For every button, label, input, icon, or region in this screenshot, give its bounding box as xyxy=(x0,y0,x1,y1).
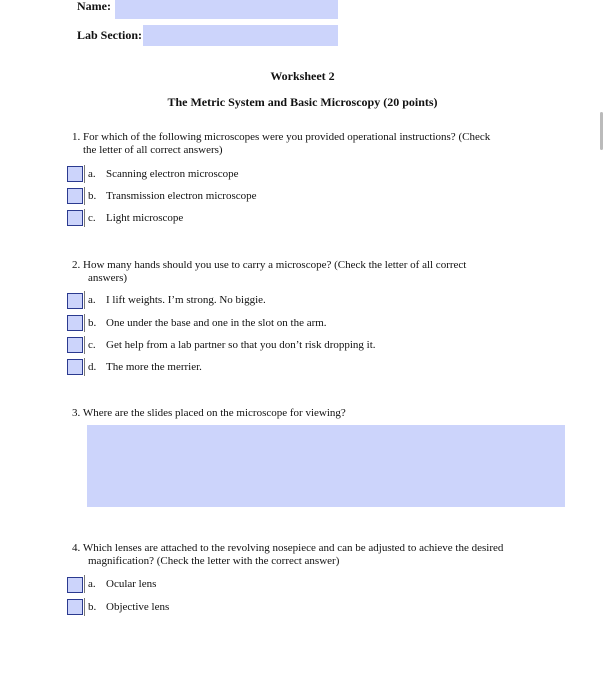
lab-section-label: Lab Section: xyxy=(77,28,143,42)
question-4-number: 4. xyxy=(72,542,81,554)
worksheet-subtitle: The Metric System and Basic Microscopy (20 points) xyxy=(167,95,438,109)
checkbox-q2-c[interactable] xyxy=(67,337,83,353)
checkbox-q4-a[interactable] xyxy=(67,577,83,593)
question-1-line1: For which of the following microscopes were you provided operational instructions? (Check xyxy=(83,131,491,143)
option-q1-c: c. Light microscope xyxy=(84,209,183,227)
question-2-line2: answers) xyxy=(88,272,128,284)
checkbox-q2-d[interactable] xyxy=(67,359,83,375)
option-q2-c-text: Get help from a lab partner so that you don’t risk dropping it. xyxy=(106,339,376,351)
question-3-line1: Where are the slides placed on the microscope for viewing? xyxy=(82,407,346,419)
question-2 xyxy=(72,259,542,285)
worksheet-title: Worksheet 2 xyxy=(270,69,335,83)
question-3-number: 3. xyxy=(72,407,81,419)
question-4-line2: magnification? (Check the letter with the correct answer) xyxy=(88,555,340,567)
option-q4-a-text: Ocular lens xyxy=(106,578,157,590)
question-1 xyxy=(72,131,542,157)
option-q1-c-text: Light microscope xyxy=(106,212,184,224)
option-q1-a-text: Scanning electron microscope xyxy=(106,168,239,180)
option-q1-b: b. Transmission electron microscope xyxy=(84,187,257,205)
option-q4-b-text: Objective lens xyxy=(106,601,170,613)
question-4 xyxy=(72,542,552,568)
option-q2-b: b. One under the base and one in the slot on the arm. xyxy=(84,314,327,332)
checkbox-q1-a[interactable] xyxy=(67,166,83,182)
option-q2-d-text: The more the merrier. xyxy=(106,361,202,373)
name-field[interactable] xyxy=(115,0,338,19)
question-3-answer-field[interactable] xyxy=(87,425,565,507)
option-q2-d: d. The more the merrier. xyxy=(84,358,202,376)
checkbox-q1-c[interactable] xyxy=(67,210,83,226)
question-4-line1: Which lenses are attached to the revolving nosepiece and can be adjusted to achieve the desired xyxy=(82,542,504,554)
question-3 xyxy=(72,407,542,420)
question-2-line1: How many hands should you use to carry a microscope? (Check the letter of all correct xyxy=(83,259,467,271)
checkbox-q2-a[interactable] xyxy=(67,293,83,309)
name-label: Name: xyxy=(77,0,111,13)
question-1-number: 1. xyxy=(72,131,81,143)
checkbox-q2-b[interactable] xyxy=(67,315,83,331)
option-q4-b: b. Objective lens xyxy=(84,598,169,616)
option-q2-a: a. I lift weights. I’m strong. No biggie. xyxy=(84,291,266,309)
scrollbar-thumb[interactable] xyxy=(600,112,603,150)
option-q2-c: c. Get help from a lab partner so that you don’t risk dropping it. xyxy=(84,336,376,354)
checkbox-q4-b[interactable] xyxy=(67,599,83,615)
option-q1-a: a. Scanning electron microscope xyxy=(84,165,239,183)
question-2-number: 2. xyxy=(72,259,81,271)
option-q2-a-text: I lift weights. I’m strong. No biggie. xyxy=(106,294,266,306)
question-1-line2: the letter of all correct answers) xyxy=(83,144,223,156)
option-q4-a: a. Ocular lens xyxy=(84,575,156,593)
option-q2-b-text: One under the base and one in the slot on the arm. xyxy=(106,317,327,329)
option-q1-b-text: Transmission electron microscope xyxy=(106,190,257,202)
lab-section-field[interactable] xyxy=(143,25,338,46)
checkbox-q1-b[interactable] xyxy=(67,188,83,204)
